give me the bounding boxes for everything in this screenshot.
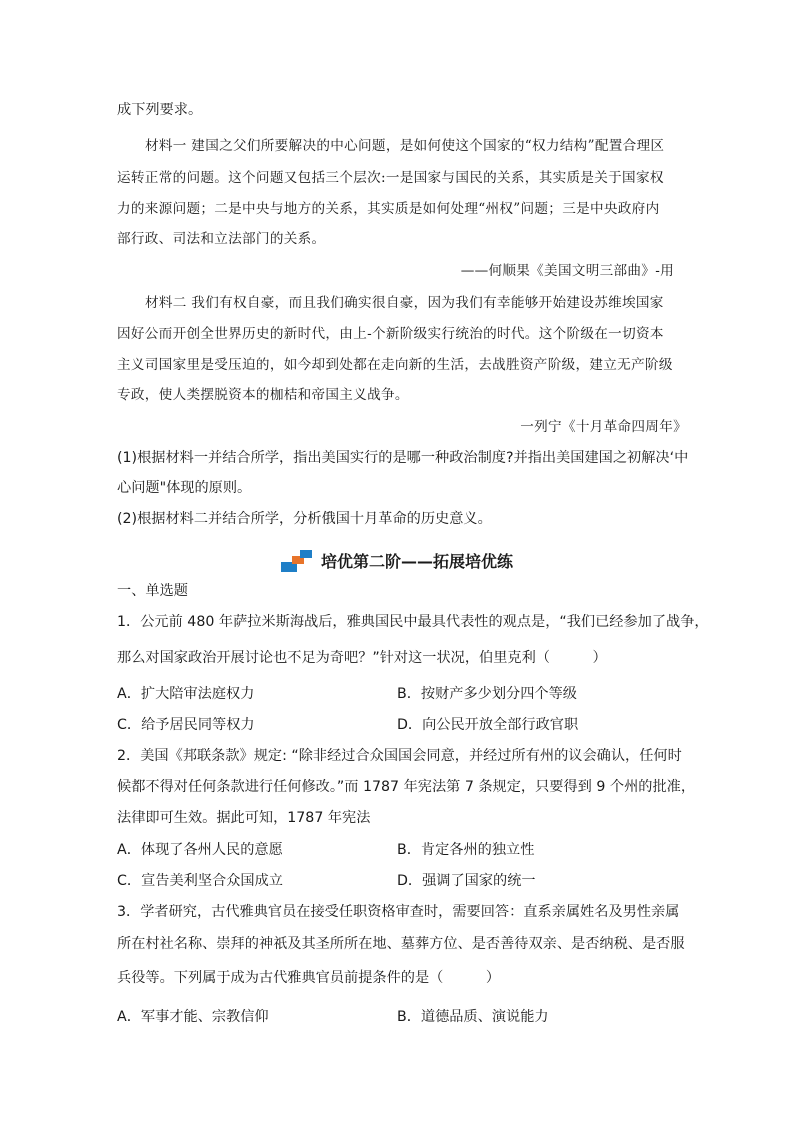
section-title: 培优第二阶——拓展培优练 [320, 552, 513, 571]
item-2-stem: 2．美国《邦联条款》规定: “除非经过合众国国会同意，并经过所有州的议会确认，任何时 [117, 748, 682, 764]
material2-line: 主义司国家里是受压迫的，如今却到处都在走向新的生活，去战胜资产阶级，建立无产阶级 [117, 357, 673, 373]
item-2-option-d[interactable]: D．强调了国家的统一 [397, 873, 536, 889]
material1-line: 力的来源问题；二是中央与地方的关系，其实质是如何处理“州权”问题；三是中央政府内 [117, 201, 660, 217]
item-1-option-a[interactable]: A．扩大陪审法庭权力 [117, 686, 255, 702]
material1-source: ——何顺果《美国文明三部曲》-用 [460, 263, 674, 279]
material1-line: 运转正常的问题。这个问题又包括三个层次:一是国家与国民的关系，其实质是关于国家权 [117, 170, 664, 186]
material1-line: 部行政、司法和立法部门的关系。 [117, 231, 326, 247]
item-2-option-c[interactable]: C．宣告美利坚合众国成立 [117, 873, 283, 889]
part-heading: 一、单选题 [117, 583, 188, 599]
item-3-option-a[interactable]: A．军事才能、宗教信仰 [117, 1009, 269, 1025]
item-1-stem: 那么对国家政治开展讨论也不足为奇吧？”针对这一状况，伯里克利（ ） [117, 650, 607, 666]
item-3-option-b[interactable]: B．道德品质、演说能力 [397, 1009, 549, 1025]
intro-tail: 成下列要求。 [117, 102, 203, 118]
item-1-option-c[interactable]: C．给予居民同等权力 [117, 717, 255, 733]
question-2: (2)根据材料二并结合所学，分析俄国十月革命的历史意义。 [117, 511, 492, 527]
item-2-stem: 候都不得对任何条款进行任何修改。”而 1787 年宪法第 7 条规定，只要得到 9 个州的批准， [117, 779, 696, 795]
material2-line: 专政，使人类摆脱资本的枷桔和帝国主义战争。 [117, 387, 409, 403]
material2-source: 一列宁《十月革命四周年》 [520, 419, 687, 435]
material2-line: 材料二 我们有权自豪，而且我们确实很自豪，因为我们有幸能够开始建设苏维埃国家 [145, 295, 664, 311]
item-3-stem: 所在村社名称、崇拜的神祇及其圣所所在地、墓葬方位、是否善待双亲、是否纳税、是否服 [117, 936, 685, 952]
question-1-line: 心问题"体现的原则。 [117, 480, 252, 496]
item-1-option-d[interactable]: D．向公民开放全部行政官职 [397, 717, 579, 733]
item-2-option-b[interactable]: B．肯定各州的独立性 [397, 842, 535, 858]
stacked-blocks-icon [281, 549, 315, 575]
item-2-option-a[interactable]: A．体现了各州人民的意愿 [117, 842, 283, 858]
question-1-line: (1)根据材料一并结合所学，指出美国实行的是哪一种政治制度?并指出美国建国之初解决‘中 [117, 450, 689, 466]
item-1-option-b[interactable]: B．按财产多少划分四个等级 [397, 686, 577, 702]
item-3-stem: 3．学者研究，古代雅典官员在接受任职资格审查时，需要回答：直系亲属姓名及男性亲属 [117, 904, 680, 920]
section-title-bar [0, 549, 794, 573]
material1-line: 材料一 建国之父们所要解决的中心问题，是如何使这个国家的“权力结构”配置合理区 [145, 138, 665, 154]
item-2-stem: 法律即可生效。据此可知，1787 年宪法 [117, 810, 371, 826]
material2-line: 因好公而开创全世界历史的新时代，由上-个新阶级实行统治的时代。这个阶级在一切资本 [117, 326, 664, 342]
item-3-stem: 兵役等。下列属于成为古代雅典官员前提条件的是（ ） [117, 970, 501, 986]
item-1-stem: 1．公元前 480 年萨拉米斯海战后，雅典国民中最具代表性的观点是，“我们已经参加了战争， [117, 614, 709, 630]
